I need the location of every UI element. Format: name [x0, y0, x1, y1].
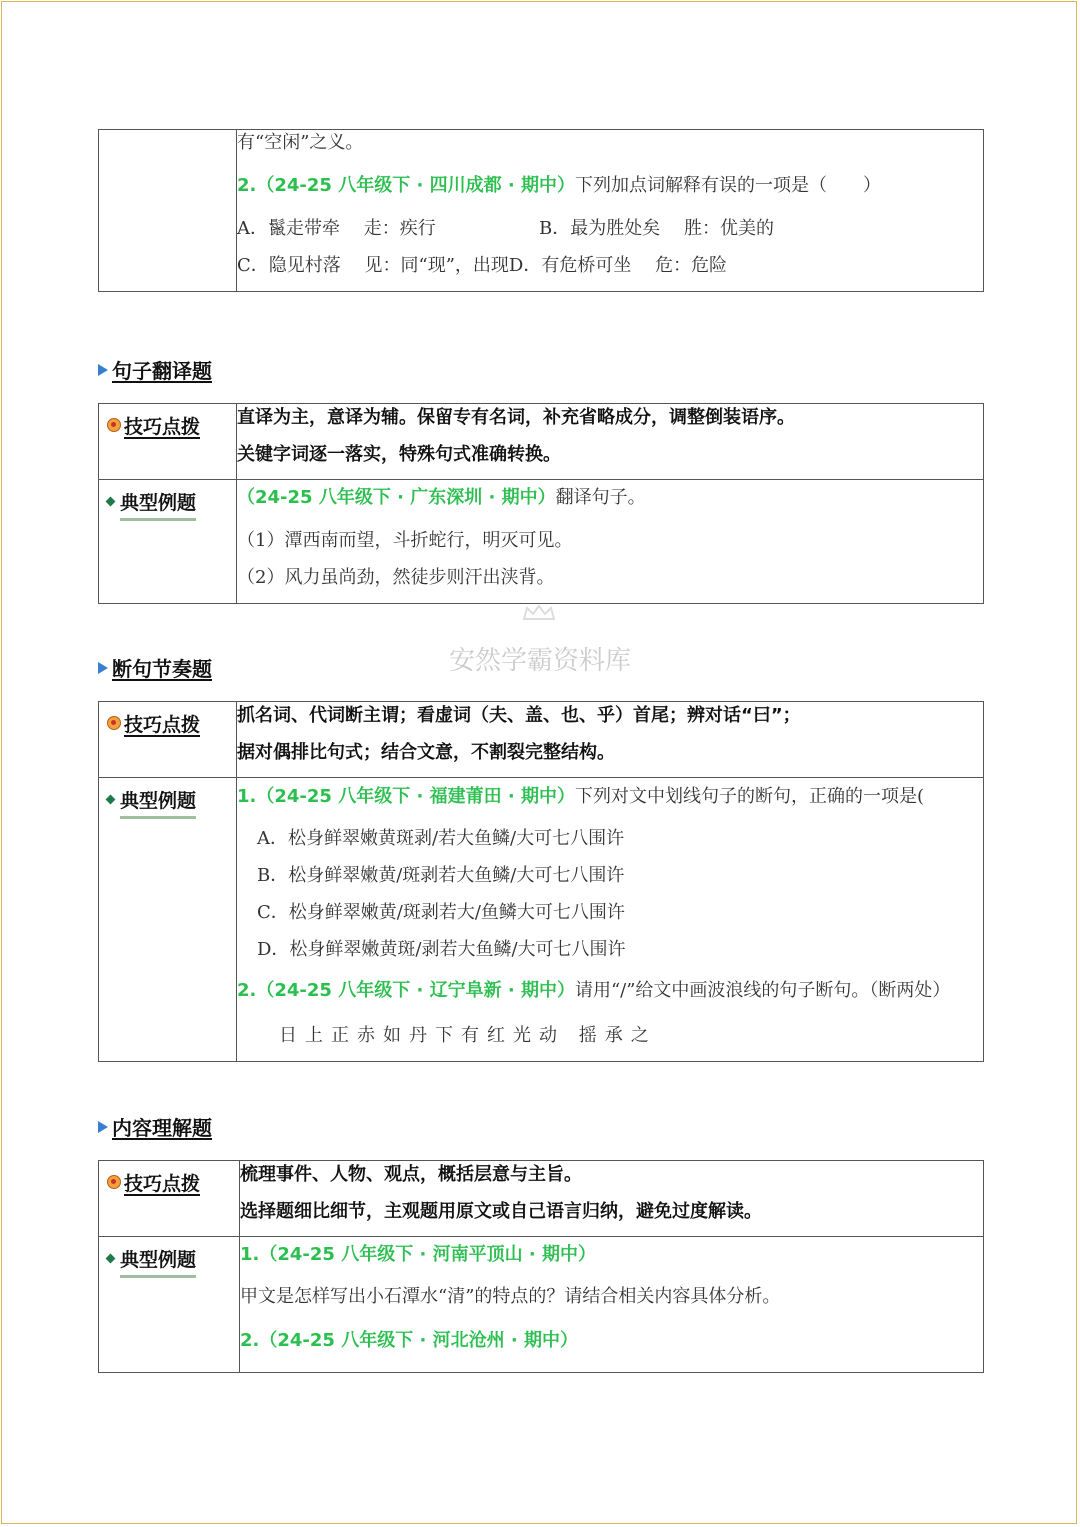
example-label-cell [99, 480, 237, 604]
medal-icon [107, 1175, 121, 1189]
question-text: 下列加点词解释有误的一项是（ ） [574, 175, 881, 196]
skill-label: 技巧点拨 [124, 416, 201, 438]
skill-content [237, 702, 984, 778]
example-question [237, 486, 983, 510]
option-d: D．松身鲜翠嫩黄斑/剥若大鱼鳞/大可七八围许 [257, 939, 626, 960]
question-box-1 [98, 129, 984, 292]
option-d: D．有危桥可坐 危：危险 [508, 255, 728, 276]
pause-box [98, 701, 984, 1062]
skill-content [237, 404, 984, 480]
skill-line-1: 抓名词、代词断主谓；看虚词（夫、盖、也、乎）首尾；辨对话“曰”； [237, 705, 801, 726]
question-1-source: 1.（24-25 八年级下 · 河南平顶山 · 期中） [240, 1244, 596, 1265]
question-text: 请用“/”给文中画波浪线的句子断句。（断两处） [574, 980, 951, 1001]
section-heading-pause: 断句节奏题 [98, 653, 212, 682]
question-source: 2.（24-25 八年级下 · 辽宁阜新 · 期中） [237, 980, 575, 1001]
example-label: 典型例题 [120, 488, 196, 521]
options-row-1 [237, 217, 983, 241]
question-source: （24-25 八年级下 · 广东深圳 · 期中） [237, 487, 556, 508]
question-2 [237, 174, 983, 198]
question-source: 1.（24-25 八年级下 · 福建莆田 · 期中） [237, 786, 575, 807]
content-box [98, 1160, 984, 1373]
question-2-source: 2.（24-25 八年级下 · 河北沧州 · 期中） [240, 1330, 578, 1351]
question-1 [237, 785, 983, 809]
triangle-bullet-icon [98, 364, 108, 376]
question-2 [237, 979, 983, 1003]
question-1-text: 甲文是怎样写出小石潭水“清”的特点的？请结合相关内容具体分析。 [240, 1286, 781, 1307]
example-content [237, 778, 984, 1062]
question-text: 翻译句子。 [555, 487, 646, 508]
example-content [237, 480, 984, 604]
question-text: 下列对文中划线句子的断句，正确的一项是( [574, 786, 924, 807]
empty-label-cell [99, 130, 237, 292]
diamond-icon [106, 497, 116, 507]
crown-icon [522, 605, 556, 621]
continuation-line: 有“空闲”之义。 [237, 132, 364, 153]
medal-icon [107, 716, 121, 730]
triangle-bullet-icon [98, 662, 108, 674]
skill-line-2: 选择题细比细节，主观题用原文或自己语言归纳，避免过度解读。 [240, 1201, 762, 1222]
option-c: C．隐见村落 见：同“现”，出现 [237, 255, 509, 276]
triangle-bullet-icon [98, 1121, 108, 1133]
medal-icon [107, 418, 121, 432]
skill-line-1: 直译为主，意译为辅。保留专有名词，补充省略成分，调整倒装语序。 [237, 407, 795, 428]
example-label: 典型例题 [120, 786, 196, 819]
section-heading-translation: 句子翻译题 [98, 355, 212, 384]
diamond-icon [106, 1254, 116, 1264]
question-source: 2.（24-25 八年级下 · 四川成都 · 期中） [237, 175, 575, 196]
example-label: 典型例题 [120, 1245, 196, 1278]
skill-line-2: 关键字词逐一落实，特殊句式准确转换。 [237, 444, 561, 465]
option-a: A．松身鲜翠嫩黄斑剥/若大鱼鳞/大可七八围许 [257, 828, 625, 849]
example-item-1: （1）潭西南而望，斗折蛇行，明灭可见。 [237, 530, 573, 551]
options-row-2 [237, 254, 983, 278]
diamond-icon [106, 795, 116, 805]
skill-label-cell [99, 1161, 240, 1237]
question-content [237, 130, 984, 292]
skill-label: 技巧点拨 [124, 714, 201, 736]
skill-label: 技巧点拨 [124, 1173, 201, 1195]
skill-line-1: 梳理事件、人物、观点，概括层意与主旨。 [240, 1164, 582, 1185]
skill-line-2: 据对偶排比句式；结合文意，不割裂完整结构。 [237, 742, 615, 763]
section-heading-content: 内容理解题 [98, 1112, 212, 1141]
example-item-2: （2）风力虽尚劲，然徒步则汗出浃背。 [237, 567, 555, 588]
skill-label-cell [99, 404, 237, 480]
skill-content [240, 1161, 984, 1237]
option-c: C．松身鲜翠嫩黄/斑剥若大/鱼鳞大可七八围许 [257, 902, 625, 923]
example-label-cell [99, 1237, 240, 1373]
example-content [240, 1237, 984, 1373]
skill-label-cell [99, 702, 237, 778]
watermark: 安然学霸资料库 [448, 646, 631, 676]
passage-line: 日上正赤如丹下有红光动 摇承之 [279, 1025, 657, 1046]
option-b: B．最为胜处矣 胜：优美的 [539, 218, 774, 239]
option-a: A．鬣走带牵 走：疾行 [237, 218, 436, 239]
translation-box [98, 403, 984, 604]
example-label-cell [99, 778, 237, 1062]
option-b: B．松身鲜翠嫩黄/斑剥若大鱼鳞/大可七八围许 [257, 865, 625, 886]
